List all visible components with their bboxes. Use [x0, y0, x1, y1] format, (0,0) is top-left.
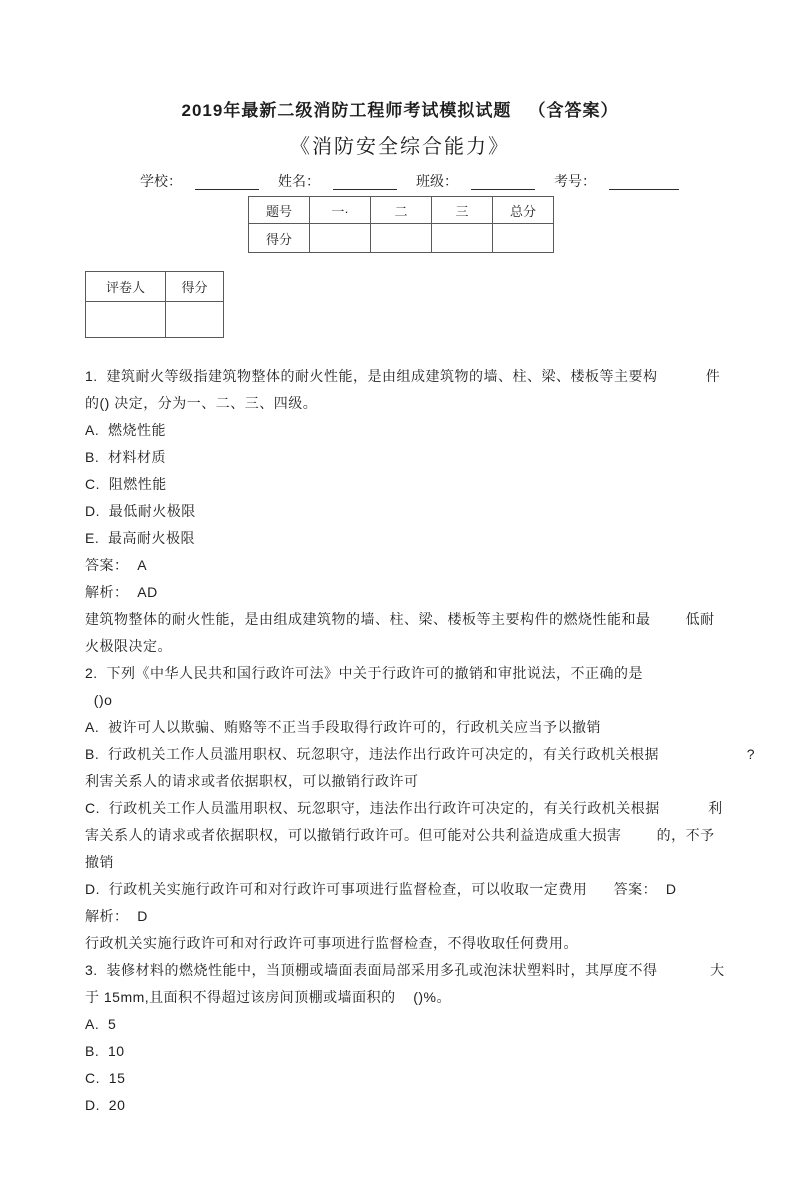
text-line: 2. 下列《中华人民共和国行政许可法》中关于行政许可的撤销和审批说法，不正确的是 [85, 665, 643, 681]
class-field [416, 172, 554, 190]
qnum-header-cell: 题号 [249, 197, 310, 224]
score-empty-cell [493, 224, 554, 253]
text-line: 撤销 [85, 854, 114, 870]
name-field [278, 172, 416, 190]
text-line: A. 燃烧性能 [85, 422, 167, 438]
section3-header-cell: 三 [432, 197, 493, 224]
text-line: 3. 装修材料的燃烧性能中，当顶棚或墙面表面局部采用多孔或泡沫状塑料时，其厚度不得 大 [85, 962, 725, 978]
grader-table-blank-row [86, 302, 224, 338]
text-line: B. 材料材质 [85, 449, 167, 465]
text-line: C. 阻燃性能 [85, 476, 167, 492]
exam-subtitle: 《消防安全综合能力》 [290, 136, 510, 158]
grader-score-table [85, 271, 224, 338]
text-line: 行政机关实施行政许可和对行政许可事项进行监督检查，不得收取任何费用。 [85, 935, 578, 951]
text-line: C. 行政机关工作人员滥用职权、玩忽职守，违法作出行政许可决定的，有关行政机关根据 利 [85, 800, 723, 816]
score-table-score-row [249, 224, 554, 253]
class-label: 班级： [416, 173, 458, 189]
text-line: D. 最低耐火极限 [85, 503, 196, 519]
text-line: 的() 决定，分为一、二、三、四级。 [85, 395, 318, 411]
exam-title: 2019年最新二级消防工程师考试模拟试题 （含答案） [181, 101, 619, 120]
school-field [140, 172, 278, 190]
school-blank-underline [195, 173, 259, 190]
text-line: A. 被许可人以欺骗、贿赂等不正当手段取得行政许可的，行政机关应当予以撤销 [85, 719, 602, 735]
section2-header-cell: 二 [371, 197, 432, 224]
grader-table-header-row [86, 272, 224, 302]
grader-blank-cell [86, 302, 166, 338]
text-line: 解析： AD [85, 584, 158, 600]
text-line: 1. 建筑耐火等级指建筑物整体的耐火性能，是由组成建筑物的墙、柱、梁、楼板等主要构 件 [85, 368, 721, 384]
question-body [85, 363, 757, 1119]
text-line: 解析： D [85, 908, 148, 924]
total-header-cell: 总分 [493, 197, 554, 224]
text-line: 建筑物整体的耐火性能，是由组成建筑物的墙、柱、梁、楼板等主要构件的燃烧性能和最 低耐 [85, 611, 715, 627]
name-label: 姓名： [278, 173, 320, 189]
score-empty-cell [310, 224, 371, 253]
class-blank-underline [471, 173, 535, 190]
text-line: ()o [85, 692, 113, 708]
student-info-row [140, 172, 679, 190]
text-line: C. 15 [85, 1070, 126, 1086]
score-empty-cell [371, 224, 432, 253]
score-blank-cell [166, 302, 224, 338]
text-line: 答案： A [85, 557, 148, 573]
grader-header-cell: 评卷人 [86, 272, 166, 302]
name-blank-underline [333, 173, 397, 190]
section1-header-cell: 一· [310, 197, 371, 224]
text-line: B. 行政机关工作人员滥用职权、玩忽职守，违法作出行政许可决定的，有关行政机关根据 ? [85, 746, 756, 762]
score-table-header-row [249, 197, 554, 224]
score-summary-table [248, 196, 554, 253]
score-header-cell: 得分 [166, 272, 224, 302]
text-line: 害关系人的请求或者依据职权，可以撤销行政许可。但可能对公共利益造成重大损害 的，不予 [85, 827, 715, 843]
text-line: 火极限决定。 [85, 638, 172, 654]
examno-label: 考号： [554, 173, 596, 189]
text-line: 于 15mm,且面积不得超过该房间顶棚或墙面积的 ()%。 [85, 989, 452, 1005]
examno-blank-underline [609, 173, 679, 190]
school-label: 学校： [140, 173, 182, 189]
score-empty-cell [432, 224, 493, 253]
text-line: A. 5 [85, 1016, 117, 1032]
text-line: D. 行政机关实施行政许可和对行政许可事项进行监督检查，可以收取一定费用 答案： D [85, 881, 677, 897]
examno-field [554, 172, 679, 190]
text-line: D. 20 [85, 1097, 126, 1113]
text-line: B. 10 [85, 1043, 125, 1059]
text-line: 利害关系人的请求或者依据职权，可以撤销行政许可 [85, 773, 419, 789]
score-label-cell: 得分 [249, 224, 310, 253]
text-line: E. 最高耐火极限 [85, 530, 196, 546]
